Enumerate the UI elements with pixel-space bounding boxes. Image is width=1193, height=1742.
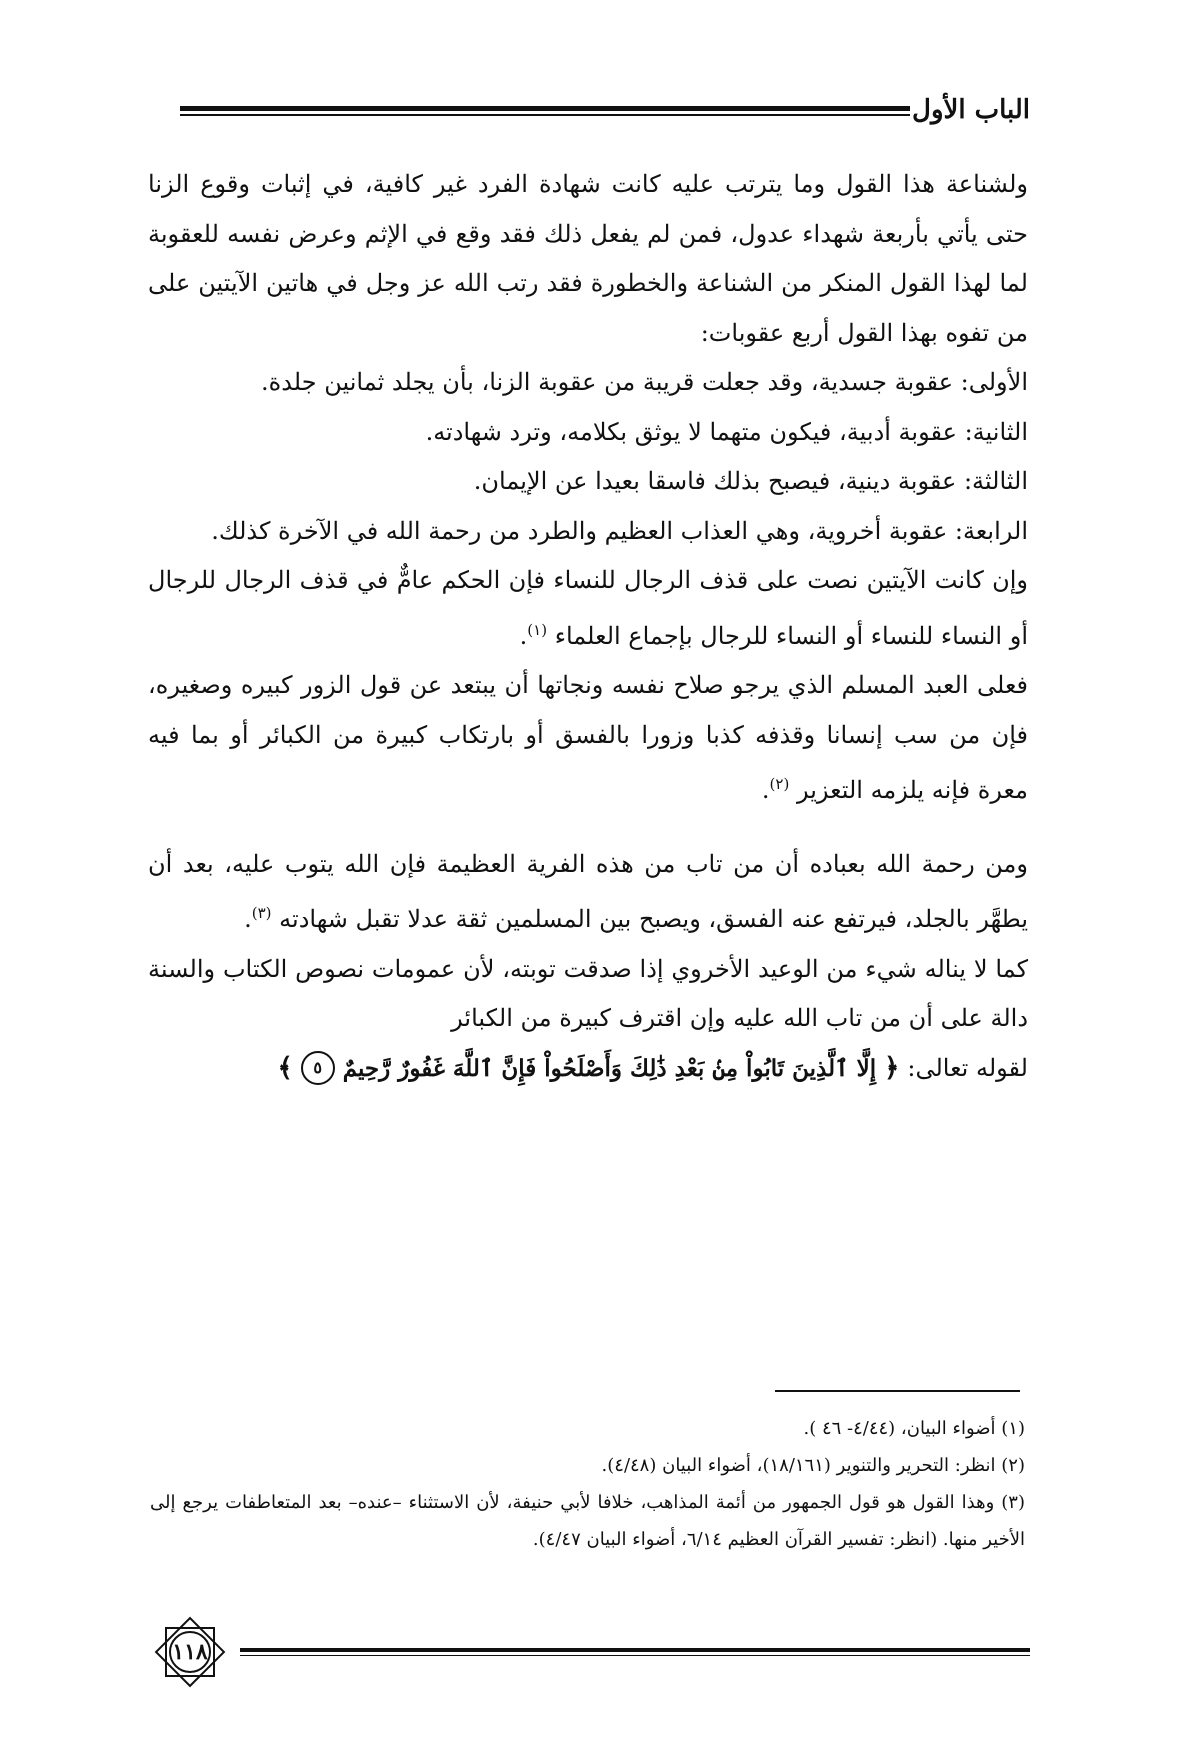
paragraph-4: الثالثة: عقوبة دينية، فيصبح بذلك فاسقا بعيدا عن الإيمان. xyxy=(473,467,1028,495)
line: ومن رحمة الله بعباده أن من تاب من هذه الفرية العظيمة فإن الله يتوب عليه، بعد أن يطهَّر xyxy=(148,849,1028,933)
ayah-number-icon: ٥ xyxy=(301,1051,335,1085)
paragraph-2: الأولى: عقوبة جسدية، وقد جعلت قريبة من عقوبة الزنا، بأن يجلد ثمانين جلدة. xyxy=(261,368,1028,396)
paragraph-gap xyxy=(148,816,1028,840)
paragraph-7: فعلى العبد المسلم الذي يرجو صلاح نفسه ونجاتها أن يبتعد عن قول الزور كبيره وصغيره، فإن من سب إنسانا وقذفه كذبا وزورا بالفسق أو بارتكاب كبيرة من الكبائر أو بما فيه معرة فإنه يلزمه التعزير $^{(٢)}$. xyxy=(148,671,1028,804)
chapter-title: الباب الأول xyxy=(912,95,1030,125)
paragraph-1 xyxy=(148,160,1028,358)
footnote-1: (١) أضواء البيان، (٤/٤٤- ٤٦ ). xyxy=(803,1418,1025,1439)
footnote-separator xyxy=(775,1390,1020,1392)
footnote-ref-1[interactable]: (١) xyxy=(527,620,548,639)
page-footer xyxy=(150,1612,1030,1692)
line: ولشناعة هذا القول وما يترتب عليه كانت شهادة الفرد غير كافية، في إثبات وقوع الزنا xyxy=(148,170,1028,198)
line: والسنة دالة على أن من تاب الله عليه وإن اقترف كبيرة من الكبائر xyxy=(148,954,1028,1032)
paragraph-8: ومن رحمة الله بعباده أن من تاب من هذه الفرية العظيمة فإن الله يتوب عليه، بعد أن يطهَّر بالجلد، فيرتفع عنه الفسق، ويصبح بين المسلمين ثقة عدلا تقبل شهادته $^{(٣)}$. xyxy=(148,849,1028,933)
paragraph-6: وإن كانت الآيتين نصت على قذف الرجال للنساء فإن الحكم عامٌّ في قذف الرجال للرجال أو النساء للنساء أو النساء للرجال بإجماع العلماء $^{(١)}$. xyxy=(148,566,1028,650)
line: كما لا يناله شيء من الوعيد الأخروي إذا صدقت توبته، لأن عمومات نصوص الكتاب xyxy=(222,954,1028,983)
verse-line xyxy=(148,1044,1028,1094)
verse-close-bracket: ﴾ xyxy=(277,1052,293,1083)
paragraph-3: الثانية: عقوبة أدبية، فيكون متهما لا يوثق بكلامه، وترد شهادته. xyxy=(425,417,1028,446)
footnote-2: (٢) انظر: التحرير والتنوير (١٨/١٦١)، أضواء البيان (٤/٤٨). xyxy=(601,1455,1025,1476)
page-number: ١١٨ xyxy=(172,1639,208,1665)
paragraph-9 xyxy=(148,945,1028,1044)
footer-rule-thin xyxy=(240,1655,1030,1656)
line: فعلى العبد المسلم الذي يرجو صلاح نفسه ونجاتها أن يبتعد عن قول الزور كبيره وصغيره، xyxy=(148,671,1028,699)
verse-intro: لقوله تعالى: xyxy=(907,1053,1028,1082)
line: فإن من سب إنسانا وقذفه كذبا وزورا بالفسق أو بارتكاب كبيرة من الكبائر أو بما فيه xyxy=(148,720,1028,749)
line: لما لهذا القول المنكر من الشناعة والخطورة فقد رتب الله عز وجل في هاتين الآيتين على xyxy=(148,269,1028,297)
paragraph-5: الرابعة: عقوبة أخروية، وهي العذاب العظيم والطرد من رحمة الله في الآخرة كذلك. xyxy=(211,516,1028,545)
footnote-3: (٣) وهذا القول هو قول الجمهور من أئمة المذاهب، خلافا لأبي حنيفة، لأن الاستثناء –عنده– بعد المتعاطفات يرجع إلى الأخير منها. (انظر: تفسير القرآن العظيم ٦/١٤، أضواء البيان ٤/٤٧). xyxy=(150,1492,1025,1550)
line: معرة فإنه يلزمه التعزير xyxy=(796,776,1028,804)
footer-rule-thick xyxy=(240,1648,1030,1652)
footnotes xyxy=(150,1410,1025,1558)
footnote-ref-3[interactable]: (٣) xyxy=(251,904,272,922)
quran-verse: إِلَّا ٱلَّذِينَ تَابُواْ مِنۢ بَعْدِ ذَٰلِكَ وَأَصْلَحُواْ فَإِنَّ ٱللَّهَ غَفُورٌ رَّحِيمٌ xyxy=(342,1054,877,1082)
line: بالجلد، فيرتفع عنه الفسق، ويصبح بين المسلمين ثقة عدلا تقبل شهادته xyxy=(279,905,970,933)
page-header xyxy=(150,92,1030,132)
footnote-ref-2[interactable]: (٢) xyxy=(769,775,790,793)
line: وإن كانت الآيتين نصت على قذف الرجال للنساء فإن الحكم عامٌّ في قذف الرجال xyxy=(224,566,1028,594)
header-rule-thick xyxy=(180,106,910,111)
line: حتى يأتي بأربعة شهداء عدول، فمن لم يفعل ذلك فقد وقع في الإثم وعرض نفسه للعقوبة xyxy=(148,219,1028,248)
line: للرجال أو النساء للنساء أو النساء للرجال بإجماع العلماء xyxy=(148,566,1028,650)
verse-open-bracket: ﴿ xyxy=(884,1052,900,1083)
line: من تفوه بهذا القول أربع عقوبات: xyxy=(700,318,1028,347)
header-rule-thin xyxy=(180,114,910,116)
main-text xyxy=(148,160,1028,1093)
